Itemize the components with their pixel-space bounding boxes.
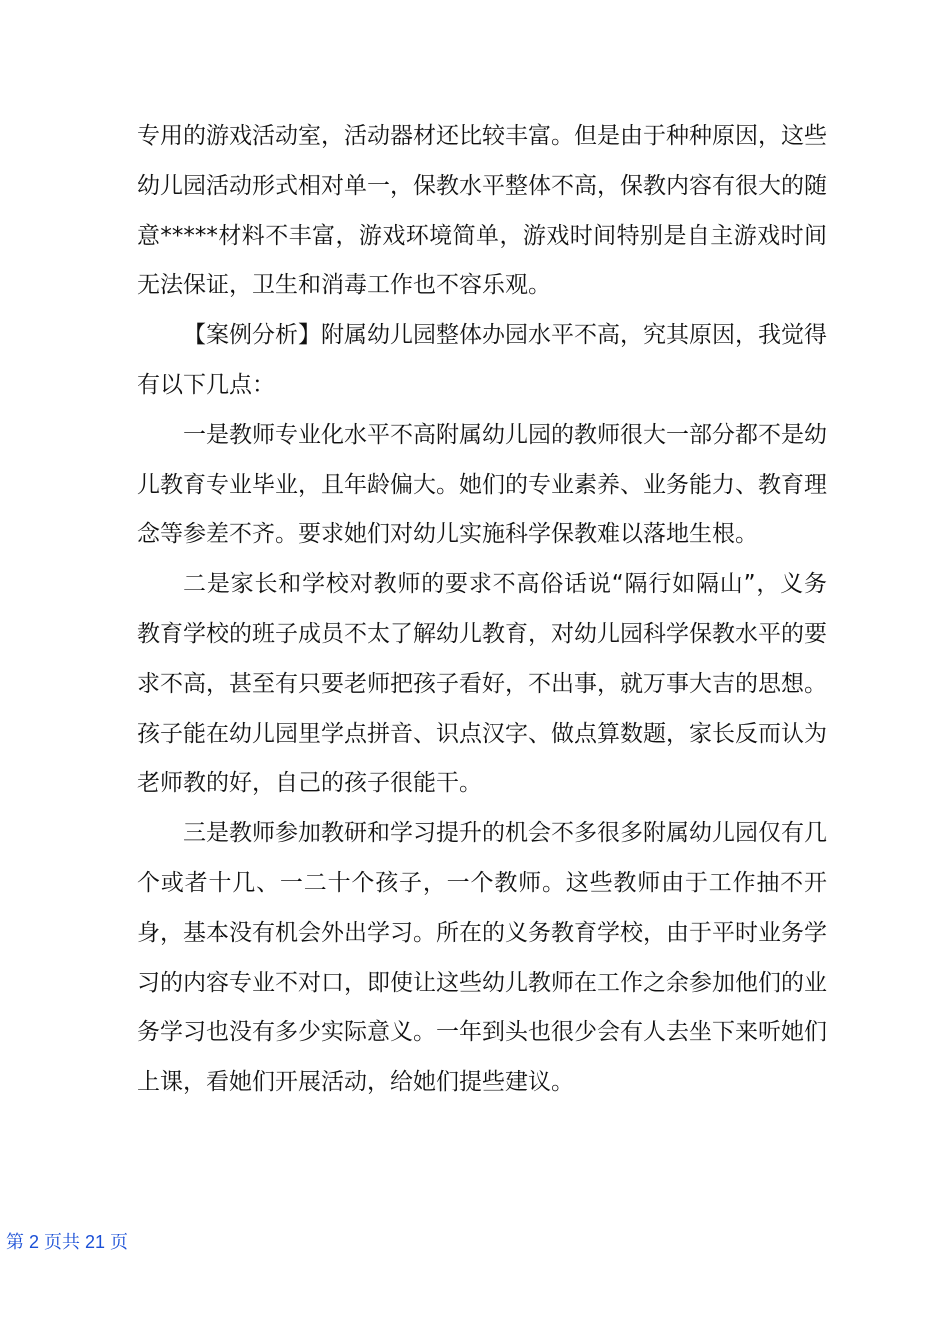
- paragraph-point-three: 三是教师参加教研和学习提升的机会不多很多附属幼儿园仅有几个或者十几、一二十个孩子，一个教师。这些教师由于工作抽不开身，基本没有机会外出学习。所在的义务教育学校，由于平时业务学习的内容专业不对口，即使让这些幼儿教师在工作之余参加他们的业务学习也没有多少实际意义。一年到头也很少会有人去坐下来听她们上课，看她们开展活动，给她们提些建议。: [137, 820, 827, 1096]
- paragraph-point-two: 二是家长和学校对教师的要求不高俗话说“隔行如隔山”，义务教育学校的班子成员不太了解幼儿教育，对幼儿园科学保教水平的要求不高，甚至有只要老师把孩子看好，不出事，就万事大吉的思想。孩子能在幼儿园里学点拼音、识点汉字、做点算数题，家长反而认为老师教的好，自己的孩子很能干。: [137, 571, 827, 797]
- paragraph-case-analysis: 【案例分析】附属幼儿园整体办园水平不高，究其原因，我觉得有以下几点：: [137, 322, 827, 398]
- paragraph-point-one: 一是教师专业化水平不高附属幼儿园的教师很大一部分都不是幼儿教育专业毕业，且年龄偏大。她们的专业素养、业务能力、教育理念等参差不齐。要求她们对幼儿实施科学保教难以落地生根。: [137, 421, 827, 548]
- document-body: [137, 112, 827, 1108]
- page-number-footer: 第 2 页共 21 页: [6, 1232, 129, 1252]
- paragraph-intro-continuation: 专用的游戏活动室，活动器材还比较丰富。但是由于种种原因，这些幼儿园活动形式相对单一，保教水平整体不高，保教内容有很大的随意*****材料不丰富，游戏环境简单，游戏时间特别是自主游戏时间无法保证，卫生和消毒工作也不容乐观。: [137, 123, 827, 299]
